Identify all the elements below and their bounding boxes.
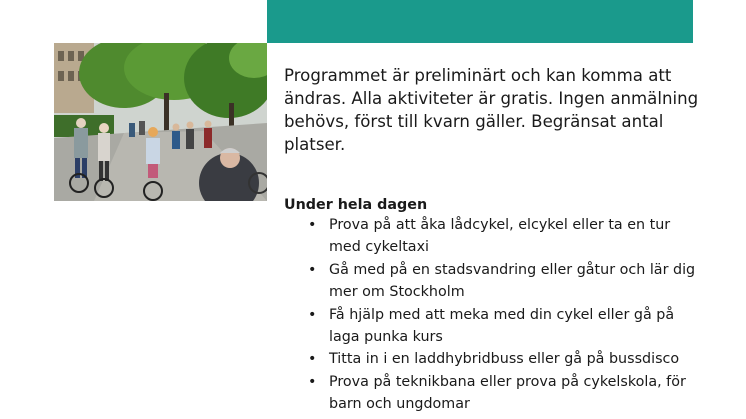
photo-cyclists-street-icon — [54, 43, 267, 201]
bullet-icon: • — [308, 306, 317, 323]
activity-list — [284, 214, 704, 416]
list-item — [284, 304, 704, 349]
intro-paragraph: Programmet är preliminärt och kan komma att ändras. Alla aktiviteter är gratis. Ingen anmälning behövs, först till kvarn gäller. Begränsat antal platser. — [284, 66, 699, 154]
cyclists-photo — [54, 43, 267, 201]
list-item-text: Prova på att åka lådcykel, elcykel eller ta en tur med cykeltaxi — [329, 217, 671, 256]
bullet-icon: • — [308, 351, 317, 368]
list-item-text: Få hjälp med att meka med din cykel eller gå på laga punka kurs — [329, 306, 675, 346]
bullet-icon: • — [308, 373, 317, 390]
list-item-text: Prova på teknikbana eller prova på cykelskola, för barn och ungdomar — [329, 373, 686, 413]
list-item-text: Gå med på en stadsvandring eller gåtur och lär dig mer om Stockholm — [329, 261, 696, 301]
list-item-text: Titta in i en laddhybridbuss eller gå på bussdisco — [329, 351, 680, 368]
bullet-icon: • — [308, 217, 317, 233]
section-heading: Under hela dagen — [284, 197, 428, 213]
list-item — [284, 371, 704, 416]
bullet-icon: • — [308, 261, 317, 278]
list-item — [284, 259, 704, 304]
header-banner — [267, 0, 693, 43]
list-item — [284, 214, 704, 259]
list-item — [284, 348, 704, 370]
